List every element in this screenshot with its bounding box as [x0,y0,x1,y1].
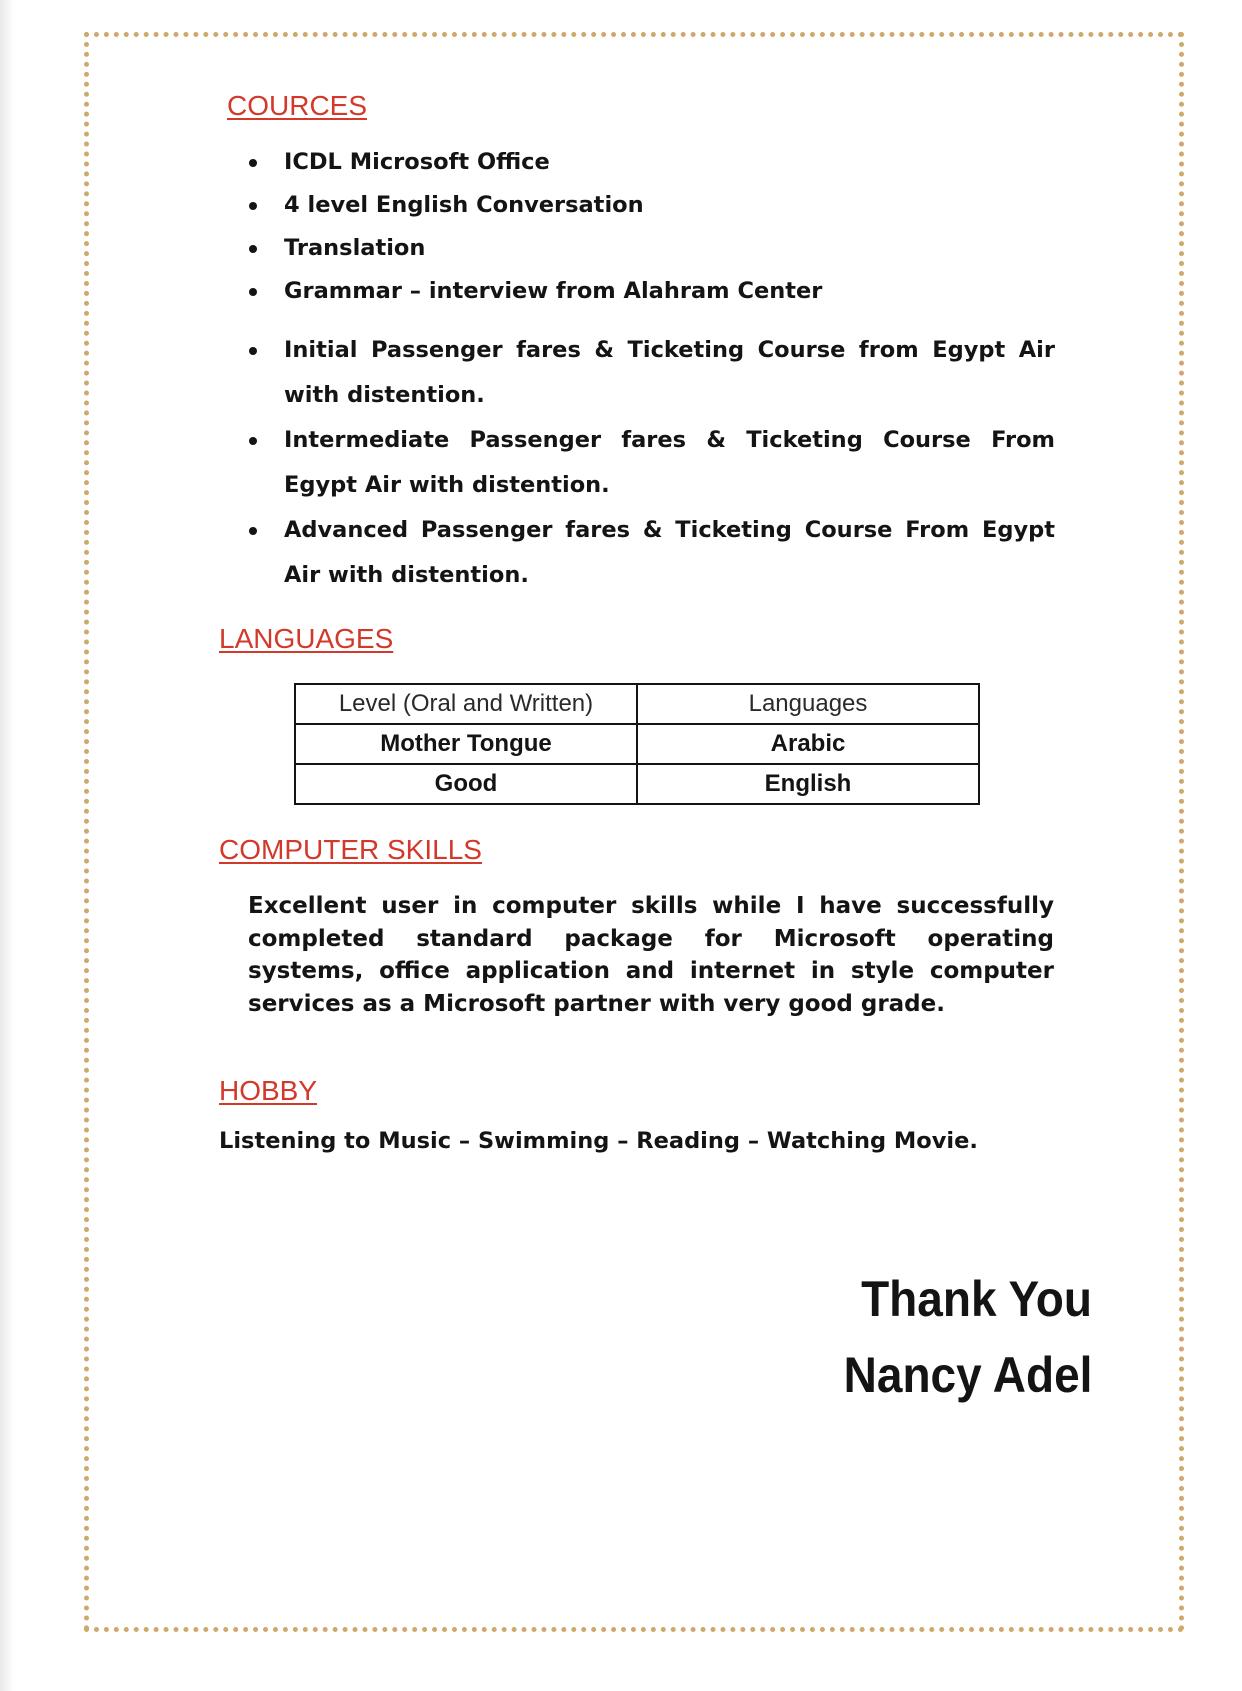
course-text: Initial Passenger fares & Ticketing Course from Egypt Air with distention. [284,337,1055,408]
course-text: Translation [284,235,426,261]
courses-list [240,140,1055,598]
language-cell: English [637,764,979,804]
thank-you-text: Thank You [861,1271,1092,1327]
bullet-icon [249,437,257,445]
course-item [240,269,1055,314]
courses-heading: COURCES [227,90,368,121]
course-text: Grammar – interview from Alahram Center [284,278,823,304]
column-header: Languages [637,684,979,724]
column-header: Level (Oral and Written) [295,684,637,724]
table-row [295,764,979,804]
course-text: Advanced Passenger fares & Ticketing Course From Egypt Air with distention. [284,517,1055,588]
computer-skills-text: Excellent user in computer skills while I have successfully completed standard package for Microsoft operating systems, office application and internet in style computer services as a Microsoft partner with very good grade. [248,893,1054,1017]
bullet-icon [249,288,257,296]
course-item [240,418,1055,508]
language-cell: Arabic [637,724,979,764]
bullet-icon [249,527,257,535]
languages-table [294,683,980,805]
course-text: Intermediate Passenger fares & Ticketing Course From Egypt Air with distention. [284,427,1055,498]
bullet-icon [249,202,257,210]
table-row [295,724,979,764]
table-header-row [295,684,979,724]
bullet-icon [249,347,257,355]
bullet-icon [249,245,257,253]
course-item [240,183,1055,228]
course-item [240,328,1055,418]
course-item [240,140,1055,185]
level-cell: Good [295,764,637,804]
bullet-icon [249,159,257,167]
languages-heading: LANGUAGES [219,623,394,654]
computer-skills-heading: COMPUTER SKILLS [219,834,482,865]
hobby-text: Listening to Music – Swimming – Reading – Watching Movie. [219,1128,978,1154]
course-text: 4 level English Conversation [284,192,644,218]
level-cell: Mother Tongue [295,724,637,764]
course-item [240,508,1055,598]
hobby-heading: HOBBY [219,1075,318,1106]
course-item [240,226,1055,271]
course-text: ICDL Microsoft Office [284,149,550,175]
signature-name: Nancy Adel [843,1347,1092,1403]
